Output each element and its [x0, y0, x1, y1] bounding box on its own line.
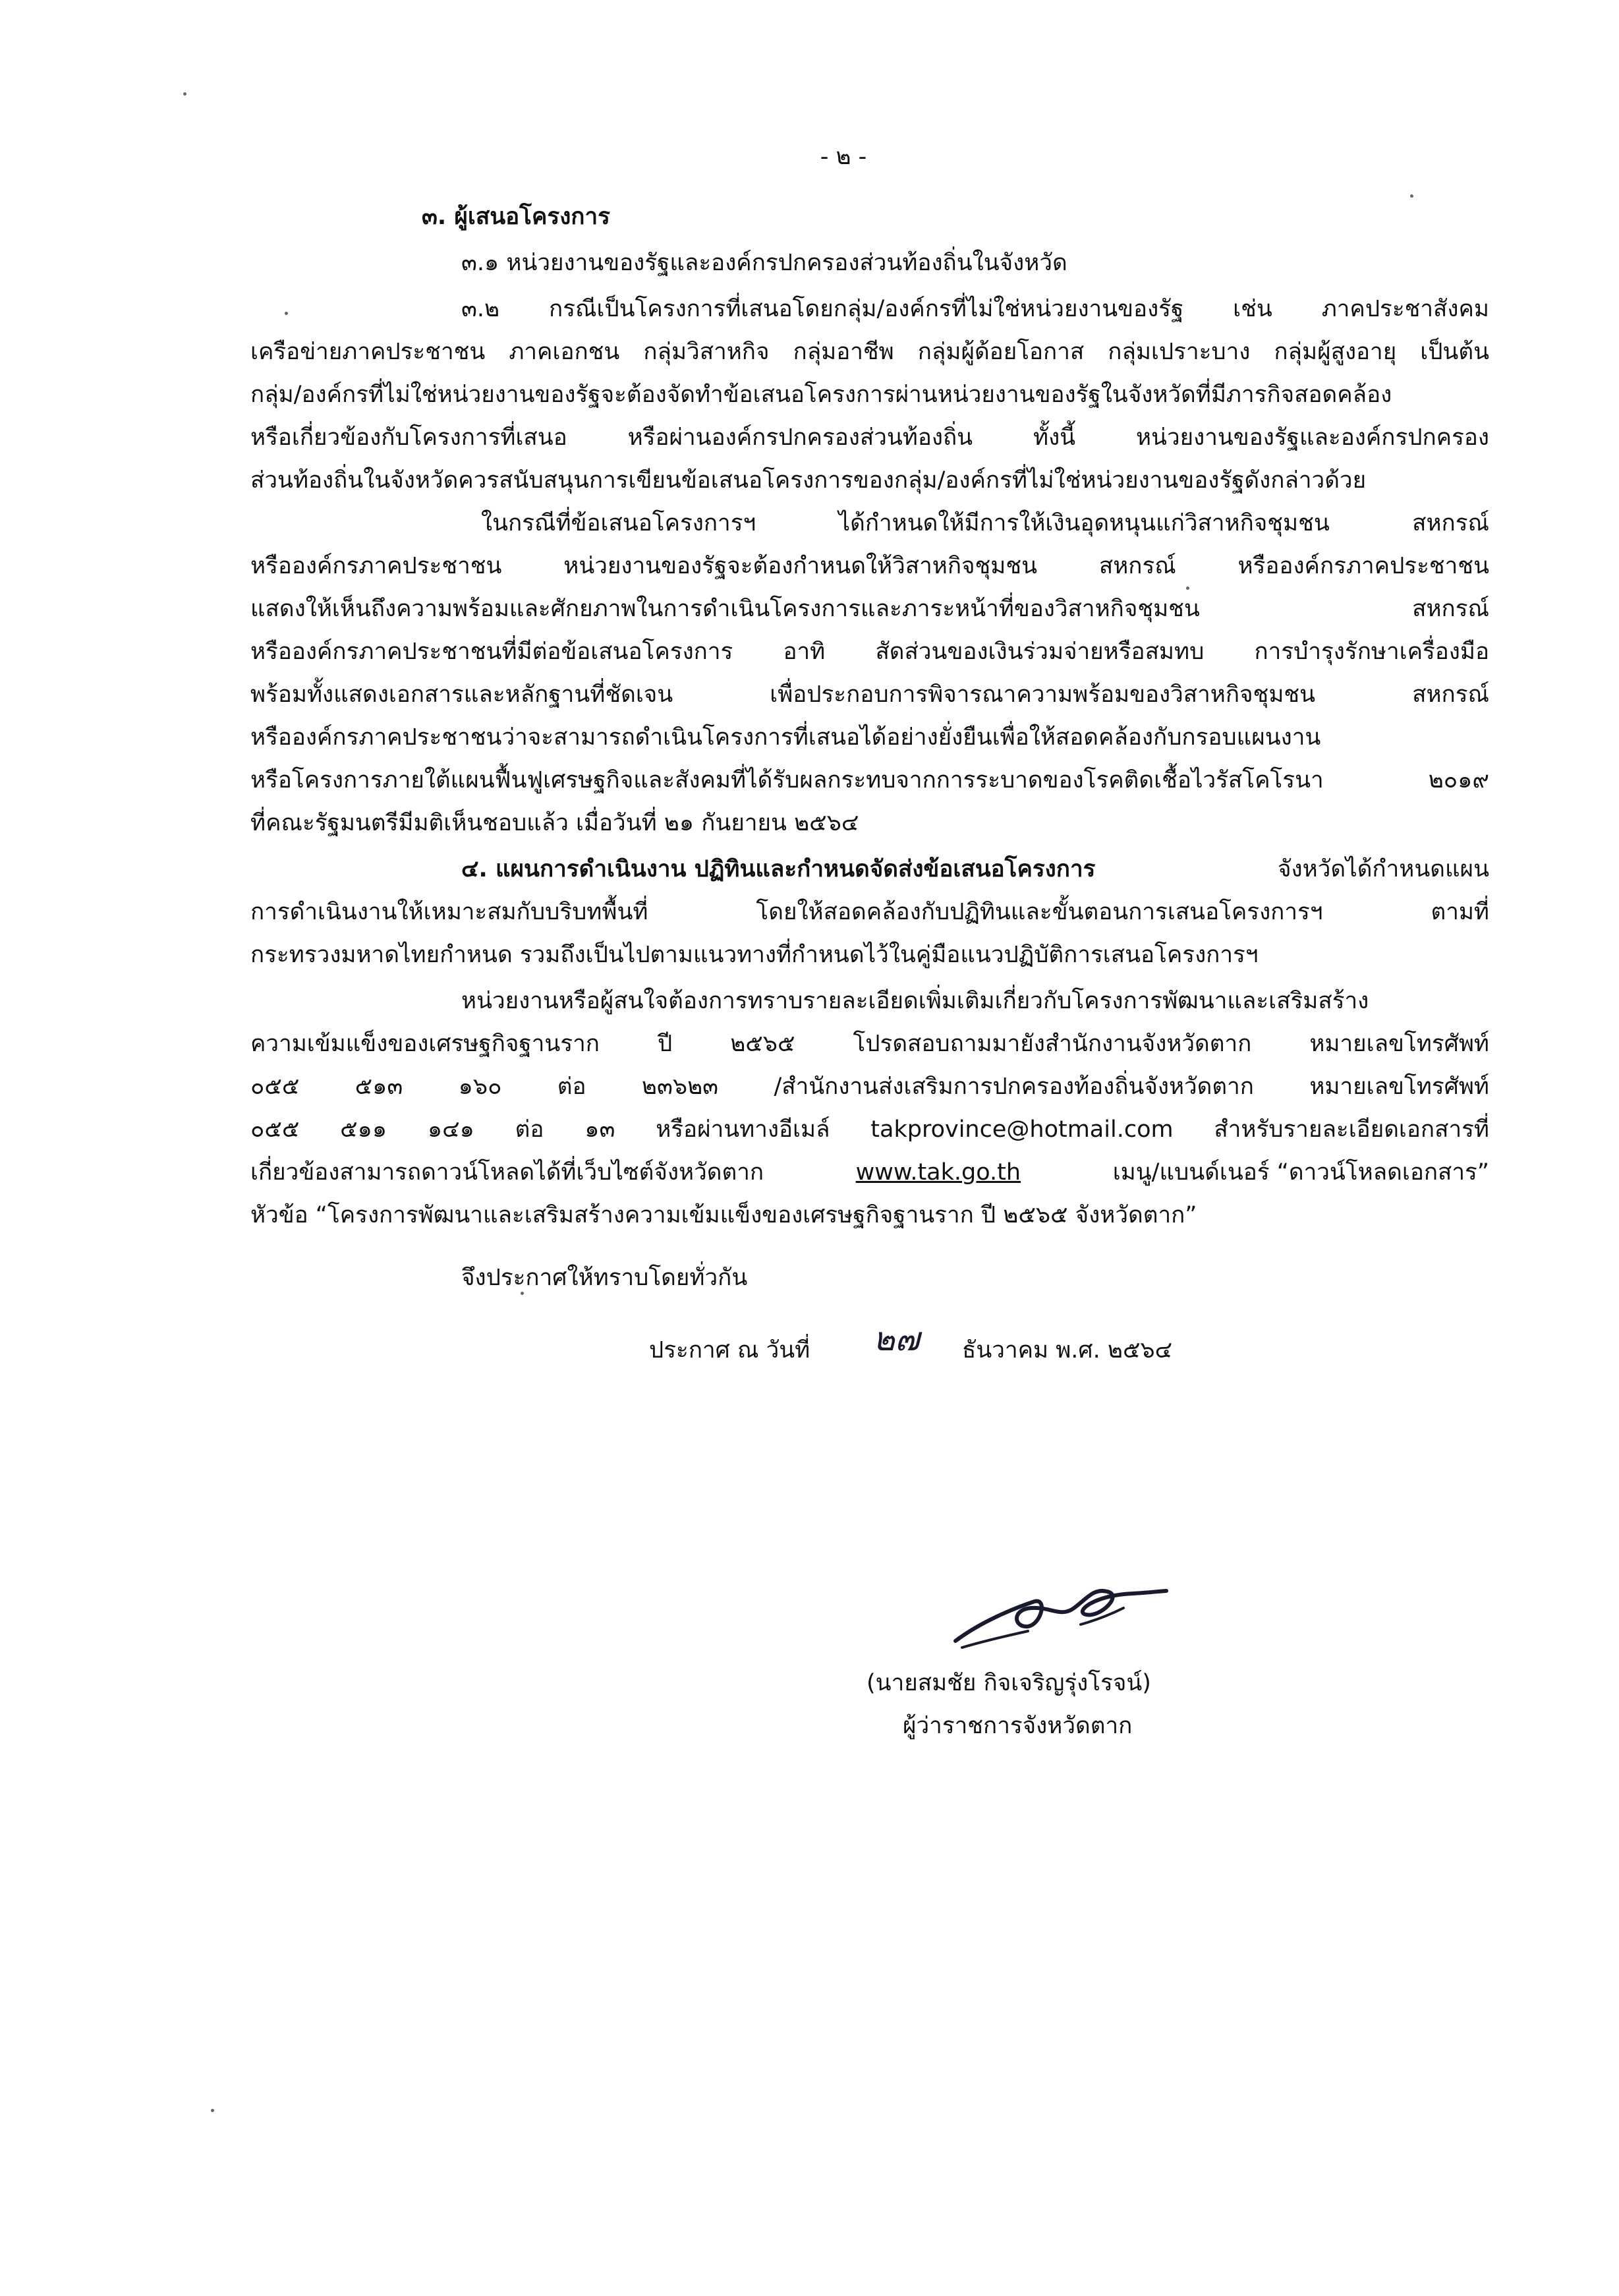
contact-line: หน่วยงานหรือผู้สนใจต้องการทราบรายละเอียดเพิ่มเติมเกี่ยวกับโครงการพัฒนาและเสริมสร้าง	[461, 988, 1369, 1014]
section3-para-line: พร้อมทั้งแสดงเอกสารและหลักฐานที่ชัดเจน เพื่อประกอบการพิจารณาความพร้อมของวิสาหกิจชุมชน สหกรณ์	[250, 681, 1489, 708]
section3-item1: ๓.๑ หน่วยงานของรัฐและองค์กรปกครองส่วนท้องถิ่นในจังหวัด	[461, 250, 1067, 276]
scan-speck	[183, 92, 186, 96]
section3-para-line: หรือโครงการภายใต้แผนฟื้นฟูเศรษฐกิจและสังคมที่ได้รับผลกระทบจากการระบาดของโรคติดเชื้อไวรัสโคโรนา ๒๐๑๙	[250, 767, 1489, 793]
announcement-date-label: ประกาศ ณ วันที่	[649, 1337, 810, 1363]
section4-line: กระทรวงมหาดไทยกำหนด รวมถึงเป็นไปตามแนวทางที่กำหนดไว้ในคู่มือแนวปฏิบัติการเสนอโครงการฯ	[250, 942, 1259, 968]
signer-title: ผู้ว่าราชการจังหวัดตาก	[903, 1713, 1133, 1739]
scan-speck	[1410, 194, 1413, 198]
section4-heading-line	[461, 853, 1489, 885]
section3-item2-line: เครือข่ายภาคประชาชน ภาคเอกชน กลุ่มวิสาหกิจ กลุ่มอาชีพ กลุ่มผู้ด้อยโอกาส กลุ่มเปราะบาง กลุ่มผู้สูงอายุ เป็นต้น	[250, 339, 1489, 365]
section3-para-line: ที่คณะรัฐมนตรีมีมติเห็นชอบแล้ว เมื่อวันที่ ๒๑ กันยายน ๒๕๖๔	[250, 810, 859, 836]
section4-heading-rest: จังหวัดได้กำหนดแผน	[1278, 856, 1489, 882]
section3-para-line: หรือองค์กรภาคประชาชนว่าจะสามารถดำเนินโครงการที่เสนอได้อย่างยั่งยืนเพื่อให้สอดคล้องกับกรอบแผนงาน	[250, 724, 1321, 751]
scan-speck	[521, 1292, 524, 1295]
handwritten-day: ๒๗	[873, 1320, 920, 1358]
section3-para-line: ในกรณีที่ข้อเสนอโครงการฯ ได้กำหนดให้มีการให้เงินอุดหนุนแก่วิสาหกิจชุมชน สหกรณ์	[481, 510, 1489, 536]
contact-text: เมนู/แบนด์เนอร์ “ดาวน์โหลดเอกสาร”	[1112, 1159, 1489, 1186]
section4-heading: ๔. แผนการดำเนินงาน ปฏิทินและกำหนดจัดส่งข้อเสนอโครงการ	[461, 856, 1096, 882]
section3-para-line: หรือองค์กรภาคประชาชนที่มีต่อข้อเสนอโครงการ อาทิ สัดส่วนของเงินร่วมจ่ายหรือสมทบ การบำรุงรักษาเครื่องมือ	[250, 639, 1489, 665]
section3-item2-line: หรือเกี่ยวข้องกับโครงการที่เสนอ หรือผ่านองค์กรปกครองส่วนท้องถิ่น ทั้งนี้ หน่วยงานของรัฐและองค์กรปกครอง	[250, 424, 1489, 451]
closing-statement: จึงประกาศให้ทราบโดยทั่วกัน	[461, 1265, 748, 1291]
section4-line: การดำเนินงานให้เหมาะสมกับบริบทพื้นที่ โดยให้สอดคล้องกับปฏิทินและขั้นตอนการเสนอโครงการฯ ตามที่	[250, 899, 1489, 925]
section3-heading: ๓. ผู้เสนอโครงการ	[422, 204, 610, 230]
contact-line-website	[250, 1157, 1489, 1188]
announcement-date-month-year: ธันวาคม พ.ศ. ๒๕๖๔	[962, 1337, 1173, 1363]
signer-name: (นายสมชัย กิจเจริญรุ่งโรจน์)	[866, 1670, 1151, 1696]
section3-item2-line: กลุ่ม/องค์กรที่ไม่ใช่หน่วยงานของรัฐจะต้องจัดทำข้อเสนอโครงการผ่านหน่วยงานของรัฐในจังหวัดที่มีภารกิจสอดคล้อง	[250, 382, 1392, 408]
scan-speck	[285, 312, 288, 315]
contact-line: ความเข้มแข็งของเศรษฐกิจฐานราก ปี ๒๕๖๕ โปรดสอบถามมายังสำนักงานจังหวัดตาก หมายเลขโทรศัพท์	[250, 1031, 1489, 1057]
contact-line: ๐๕๕ ๕๑๓ ๑๖๐ ต่อ ๒๓๖๒๓ /สำนักงานส่งเสริมการปกครองท้องถิ่นจังหวัดตาก หมายเลขโทรศัพท์	[250, 1074, 1489, 1100]
website-link[interactable]: www.tak.go.th	[855, 1159, 1021, 1186]
scan-speck	[211, 2109, 214, 2112]
signature-image	[936, 1562, 1173, 1654]
section3-item2-line: ๓.๒ กรณีเป็นโครงการที่เสนอโดยกลุ่ม/องค์กรที่ไม่ใช่หน่วยงานของรัฐ เช่น ภาคประชาสังคม	[461, 296, 1489, 322]
section3-item2-line: ส่วนท้องถิ่นในจังหวัดควรสนับสนุนการเขียนข้อเสนอโครงการของกลุ่ม/องค์กรที่ไม่ใช่หน่วยงานของรัฐดังกล่าวด้วย	[250, 467, 1367, 494]
contact-line: หัวข้อ “โครงการพัฒนาและเสริมสร้างความเข้มแข็งของเศรษฐกิจฐานราก ปี ๒๕๖๕ จังหวัดตาก”	[250, 1202, 1197, 1228]
page-number: - ๒ -	[820, 144, 867, 170]
section3-para-line: หรือองค์กรภาคประชาชน หน่วยงานของรัฐจะต้องกำหนดให้วิสาหกิจชุมชน สหกรณ์ หรือองค์กรภาคประชาชน	[250, 553, 1489, 579]
section3-para-line: แสดงให้เห็นถึงความพร้อมและศักยภาพในการดำเนินโครงการและภาระหน้าที่ของวิสาหกิจชุมชน สหกรณ์	[250, 596, 1489, 622]
contact-line: ๐๕๕ ๕๑๑ ๑๔๑ ต่อ ๑๓ หรือผ่านทางอีเมล์ takprovince@hotmail.com สำหรับรายละเอียดเอกสารที่	[250, 1116, 1489, 1143]
contact-text: เกี่ยวข้องสามารถดาวน์โหลดได้ที่เว็บไซต์จังหวัดตาก	[250, 1159, 764, 1186]
scan-speck	[1186, 587, 1189, 590]
